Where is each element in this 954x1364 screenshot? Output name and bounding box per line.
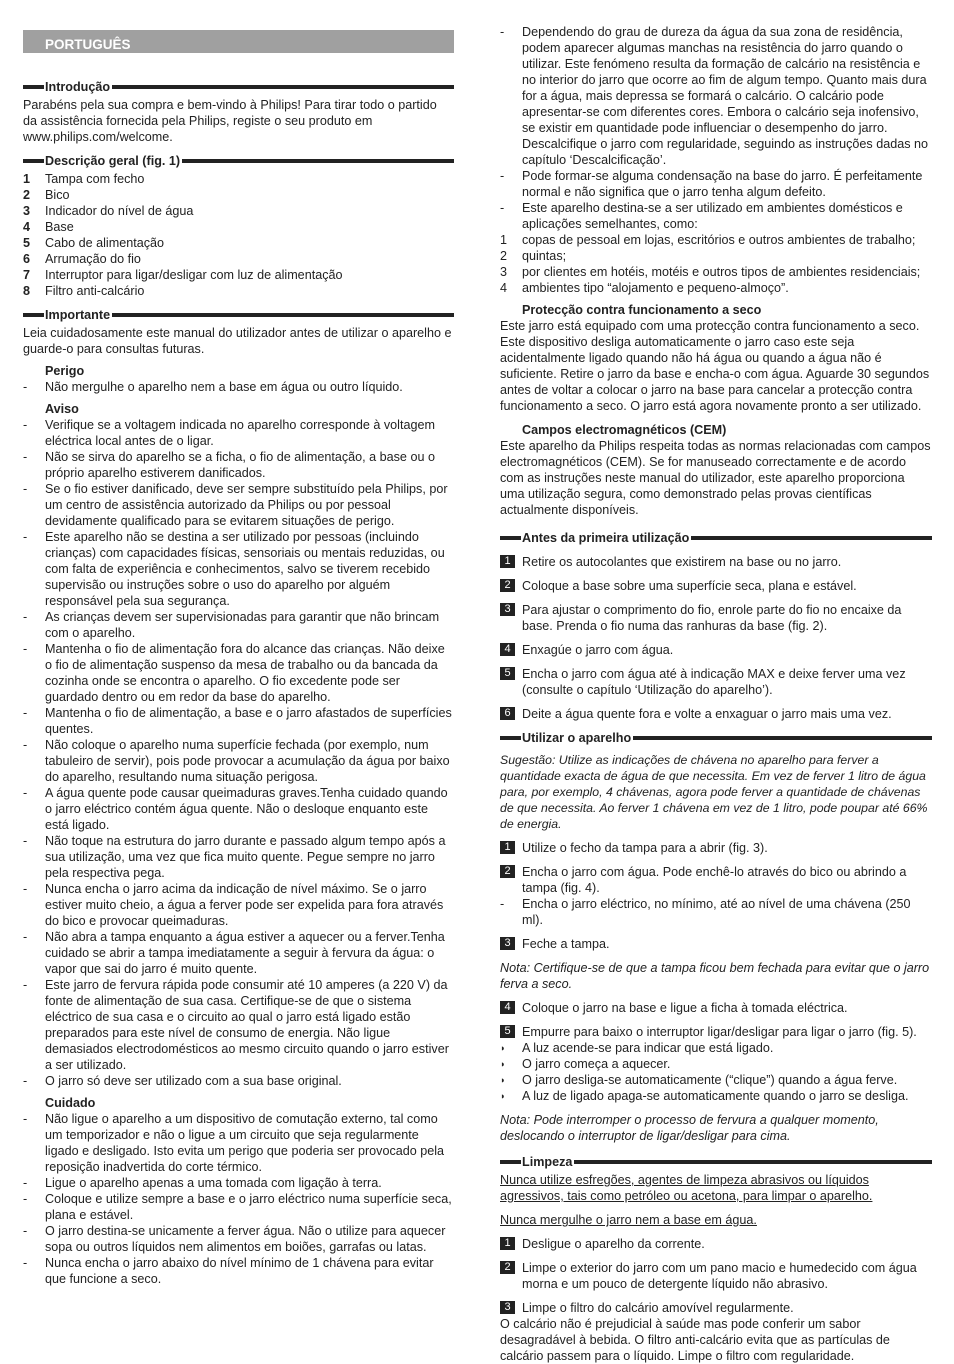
list-item: 2 quintas;	[500, 249, 567, 263]
warning-heading: Aviso	[45, 402, 79, 416]
section-heading-cleaning: Limpeza	[500, 1154, 932, 1170]
intro-text: Parabéns pela sua compra e bem-vindo à Philips! Para tirar todo o partido da assistência fornecida pela Philips, registe o seu produto em www.philips.com/welcome.	[23, 98, 437, 144]
list-item: - Coloque e utilize sempre a base e o jarro eléctrico numa superfície seca, plana e estável.	[23, 1192, 452, 1222]
list-item: 1 Tampa com fecho	[23, 172, 145, 186]
dry-protection-text: Este jarro está equipado com uma protecção contra funcionamento a seco. Este dispositivo desliga automaticamente o jarro caso este seja acidentalmente ligado quando não há água ou quando a água não é suficiente. Retire o jarro da base e encha-o com água. Aguarde 30 segundos antes de voltar a colocar o jarro na base para cancelar a protecção contra funcionamento a seco. O jarro está agora novamente pronto a ser utilizado.	[500, 319, 930, 413]
list-item: - Mantenha o fio de alimentação fora do alcance das crianças. Não deixe o fio de alimentação suspenso da mesa de trabalho ou da bancada da cozinha onde se encontra o aparelho. O fio excedente pode ser guardado dentro ou em redor da base do aparelho.	[23, 642, 445, 704]
step-item: 1 Desligue o aparelho da corrente.	[500, 1236, 932, 1252]
step-item: 5 Encha o jarro com água até à indicação MAX e deixe ferver uma vez (consulte o capítulo ‘Utilização do aparelho’).	[500, 666, 932, 698]
list-item: - Encha o jarro eléctrico, no mínimo, até ao nível de uma chávena (250 ml).	[500, 897, 911, 927]
step-item: 5 Empurre para baixo o interruptor ligar/desligar para ligar o jarro (fig. 5).	[500, 1024, 932, 1040]
section-heading-first-use: Antes da primeira utilização	[500, 530, 932, 546]
list-item: - Mantenha o fio de alimentação, a base e o jarro afastados de superfícies quentes.	[23, 706, 452, 736]
tip-text: Sugestão: Utilize as indicações de chávena no aparelho para ferver a quantidade exacta de água de que necessita. Em vez de ferver 1 litro de água para, por exemplo, 4 chávenas, agora pode ferver a quantidade de chávenas de que necessita. Ao ferver 1 chávena em vez de 1 litro, pode poupar até 66% de energia.	[500, 753, 928, 831]
list-item: 4 ambientes tipo “alojamento e pequeno-almoço”.	[500, 281, 789, 295]
language-header: PORTUGUÊS	[23, 30, 454, 53]
list-item: 2 Bico	[23, 188, 70, 202]
list-item: - Se o fio estiver danificado, deve ser sempre substituído pela Philips, por um centro de assistência autorizado da Philips ou por pessoal devidamente qualificado para se evitarem situações de perigo.	[23, 482, 448, 528]
list-item: 4 Base	[23, 220, 74, 234]
right-column	[500, 24, 932, 1364]
section-heading-using: Utilizar o aparelho	[500, 730, 932, 746]
step-item: 3 Para ajustar o comprimento do fio, enrole parte do fio no encaixe da base. Prenda o fio numa das ranhuras da base (fig. 2).	[500, 602, 932, 634]
list-item: - Nunca encha o jarro acima da indicação de nível máximo. Se o jarro estiver muito cheio, a água a ferver pode ser expelida para fora através do bico e provocar queimaduras.	[23, 882, 444, 928]
list-item: - As crianças devem ser supervisionadas para garantir que não brincam com o aparelho.	[23, 610, 440, 640]
cleaning-warning: Nunca mergulhe o jarro nem a base em água.	[500, 1213, 757, 1227]
cleaning-warning: Nunca utilize esfregões, agentes de limpeza abrasivos ou líquidos agressivos, tais como petróleo ou acetona, para limpar o aparelho.	[500, 1173, 873, 1203]
step-item: 2 Encha o jarro com água. Pode enchê-lo através do bico ou abrindo a tampa (fig. 4).	[500, 864, 932, 896]
section-heading-important: Importante	[23, 307, 454, 323]
list-item: - Este aparelho não se destina a ser utilizado por pessoas (incluindo crianças) com capacidades físicas, sensoriais ou mentais reduzidas, ou com falta de experiência e conhecimentos, salvo se tiverem recebido supervisão ou instruções sobre o uso do aparelho por alguém responsável pela sua segurança.	[23, 530, 445, 608]
emf-text: Este aparelho da Philips respeita todas as normas relacionadas com campos electromagnéticos (CEM). Se for manuseado correctamente e de acordo com as instruções neste manual do utilizador, este aparelho proporciona uma utilização segura, como demonstrado pelas provas científicas actualmente disponíveis.	[500, 439, 931, 517]
important-text: Leia cuidadosamente este manual do utilizador antes de utilizar o aparelho e guarde-o para consultas futuras.	[23, 326, 452, 356]
warning-list	[23, 417, 454, 1089]
list-item: - Ligue o aparelho apenas a uma tomada com ligação à terra.	[23, 1176, 382, 1190]
step-item: 3 Feche a tampa.	[500, 936, 932, 952]
step-item: 6 Deite a água quente fora e volte a enxaguar o jarro mais uma vez.	[500, 706, 932, 722]
note-text: Nota: Certifique-se de que a tampa ficou bem fechada para evitar que o jarro ferva a seco.	[500, 961, 930, 991]
section-heading-overview: Descrição geral (fig. 1)	[23, 153, 454, 169]
step-item: 4 Enxagúe o jarro com água.	[500, 642, 932, 658]
left-column	[23, 30, 454, 1287]
list-item: 6 Arrumação do fio	[23, 252, 141, 266]
list-item: 3 por clientes em hotéis, motéis e outros tipos de ambientes residenciais;	[500, 265, 921, 279]
list-item: - Este aparelho destina-se a ser utilizado em ambientes domésticos e aplicações semelhantes, como:	[500, 201, 903, 231]
list-item: - Não toque na estrutura do jarro durante e passado algum tempo após a sua utilização, uma vez que fica muito quente. Pegue sempre no jarro pela respectiva pega.	[23, 834, 446, 880]
list-item: - Nunca encha o jarro abaixo do nível mínimo de 1 chávena para evitar que funcione a seco.	[23, 1256, 434, 1286]
list-item: - Não ligue o aparelho a um dispositivo de comutação externo, tal como um temporizador e não o ligue a um circuito que seja regularmente ligado e desligado. Isto evita um perigo que poderia ser provocado pela reposição inadvertida do corte térmico.	[23, 1112, 445, 1174]
section-heading-introduction: Introdução	[23, 79, 454, 95]
list-item: 5 Cabo de alimentação	[23, 236, 165, 250]
step-item: 4 Coloque o jarro na base e ligue a ficha à tomada eléctrica.	[500, 1000, 932, 1016]
list-item: 3 Indicador do nível de água	[23, 204, 194, 218]
list-item: - O jarro só deve ser utilizado com a sua base original.	[23, 1074, 342, 1088]
step-item: 3 Limpe o filtro do calcário amovível regularmente.	[500, 1300, 932, 1316]
list-item: - Verifique se a voltagem indicada no aparelho corresponde à voltagem eléctrica local antes de o ligar.	[23, 418, 435, 448]
caution-list	[23, 1111, 454, 1287]
step-item: 2 Limpe o exterior do jarro com um pano macio e humedecido com água morna e um pouco de detergente líquido não abrasivo.	[500, 1260, 932, 1292]
list-item: 1 copas de pessoal em lojas, escritórios e outros ambientes de trabalho;	[500, 233, 916, 247]
list-item: - Pode formar-se alguma condensação na base do jarro. É perfeitamente normal e não significa que o jarro tenha algum defeito.	[500, 169, 923, 199]
list-item: 8 Filtro anti-calcário	[23, 284, 145, 298]
step-item: 1 Retire os autocolantes que existirem na base ou no jarro.	[500, 554, 932, 570]
danger-heading: Perigo	[45, 364, 85, 378]
caution-heading: Cuidado	[45, 1096, 96, 1110]
list-item: - Não abra a tampa enquanto a água estiver a aquecer ou a ferver.Tenha cuidado se abrir a tampa imediatamente a seguir à fervura da água: o vapor que sai do jarro é muito quente.	[23, 930, 445, 976]
list-item: - A água quente pode causar queimaduras graves.Tenha cuidado quando o jarro eléctrico contém água quente. Não o desloque enquanto este está ligado.	[23, 786, 448, 832]
list-item: ◗ A luz de ligado apaga-se automaticamente quando o jarro se desliga.	[500, 1089, 909, 1103]
list-item: - Não coloque o aparelho numa superfície fechada (por exemplo, num tabuleiro de servir), pois pode provocar a acumulação da água por baixo do aparelho, resultando numa situação perigosa.	[23, 738, 450, 784]
list-item: - Este jarro de fervura rápida pode consumir até 10 amperes (a 220 V) da fonte de alimentação de sua casa. Certifique-se de que o sistema eléctrico de sua casa e o circuito ao qual o jarro está ligado estão preparados para este nível de consumo de energia. Não ligue demasiados electrodomésticos ao mesmo circuito quando o jarro estiver a ser utilizado.	[23, 978, 449, 1072]
list-item: ◗ A luz acende-se para indicar que está ligado.	[500, 1041, 774, 1055]
list-item: - Dependendo do grau de dureza da água da sua zona de residência, podem aparecer algumas manchas na resistência do jarro quando o utilizar. Este fenómeno resulta da formação de calcário na resistência e no interior do jarro que ocorre ao fim de algum tempo. Quanto mais dura for a água, mais depressa se formará o calcário. O calcário pode apresentar-se com diferentes cores. Embora o calcário seja inofensivo, se existir em quantidade pode influenciar o desempenho do jarro. Descalcifique o jarro com regularidade, seguindo as instruções dadas no capítulo ‘Descalcificação’.	[500, 25, 929, 167]
dry-protection-heading: Protecção contra funcionamento a seco	[522, 303, 762, 317]
list-item: - Não se sirva do aparelho se a ficha, o fio de alimentação, a base ou o próprio aparelho estiverem danificados.	[23, 450, 435, 480]
list-item: ◗ O jarro desliga-se automaticamente (“clique”) quando a água ferve.	[500, 1073, 898, 1087]
list-item: - O jarro destina-se unicamente a ferver água. Não o utilize para aquecer sopa ou outros líquidos nem alimentos em boiões, garrafas ou latas.	[23, 1224, 446, 1254]
list-item: 7 Interruptor para ligar/desligar com luz de alimentação	[23, 268, 343, 282]
emf-heading: Campos electromagnéticos (CEM)	[522, 423, 727, 437]
cleaning-text: O calcário não é prejudicial à saúde mas pode conferir um sabor desagradável à bebida. O filtro anti-calcário evita que as partículas de calcário passem para o líquido. Limpe o filtro com regularidade.	[500, 1317, 890, 1363]
parts-list	[23, 171, 454, 299]
step-item: 2 Coloque a base sobre uma superfície seca, plana e estável.	[500, 578, 932, 594]
step-item: 1 Utilize o fecho da tampa para a abrir (fig. 3).	[500, 840, 932, 856]
note-text: Nota: Pode interromper o processo de fervura a qualquer momento, deslocando o interruptor de ligar/desligar para cima.	[500, 1113, 879, 1143]
list-item: - Não mergulhe o aparelho nem a base em água ou outro líquido.	[23, 380, 403, 394]
list-item: ◗ O jarro começa a aquecer.	[500, 1057, 671, 1071]
